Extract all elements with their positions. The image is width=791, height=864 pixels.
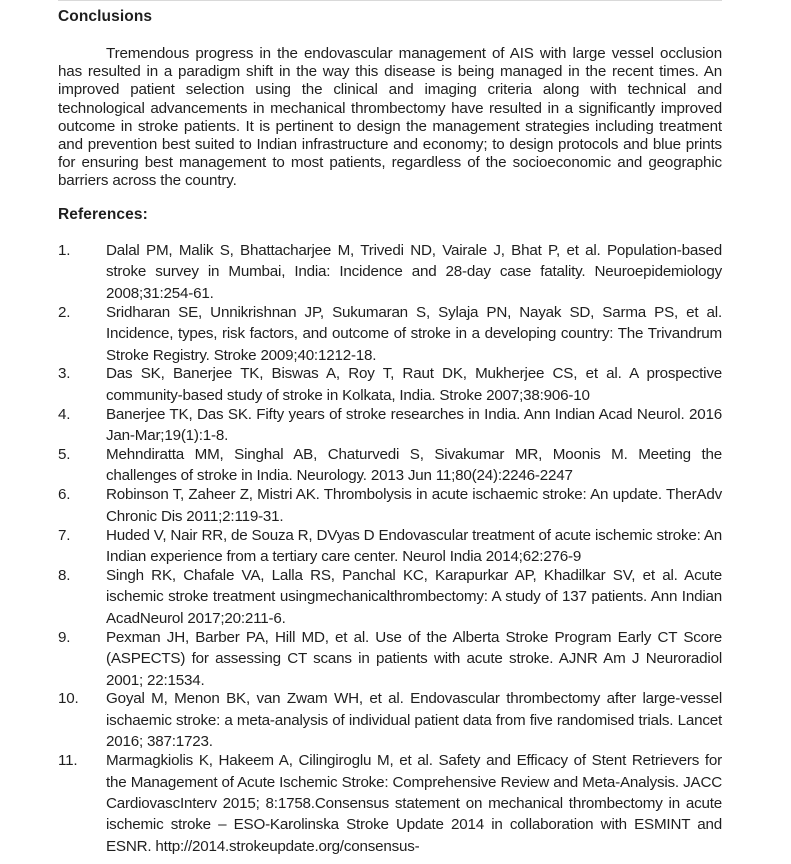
reference-text: Robinson T, Zaheer Z, Mistri AK. Thrombolysis in acute ischaemic stroke: An update. TherAdv Chronic Dis 2011;2:119-31. bbox=[106, 486, 722, 525]
reference-item bbox=[58, 750, 722, 857]
reference-item bbox=[58, 484, 722, 527]
reference-text: Goyal M, Menon BK, van Zwam WH, et al. Endovascular thrombectomy after large-vessel ischaemic stroke: a meta-analysis of individual patient data from five randomised trials. Lancet 2016; 387:1723. bbox=[106, 690, 722, 751]
reference-text: Dalal PM, Malik S, Bhattacharjee M, Trivedi ND, Vairale J, Bhat P, et al. Population-based stroke survey in Mumbai, India: Incidence and 28-day case fatality. Neuroepidemiology 2008;31:254-61. bbox=[106, 242, 722, 302]
reference-text: Huded V, Nair RR, de Souza R, DVyas D Endovascular treatment of acute ischemic stroke: An Indian experience from a tertiary care center. Neurol India 2014;62:276-9 bbox=[106, 526, 722, 566]
reference-text: Banerjee TK, Das SK. Fifty years of stroke researches in India. Ann Indian Acad Neurol. 2016 Jan-Mar;19(1):1-8. bbox=[106, 405, 722, 445]
reference-text: Das SK, Banerjee TK, Biswas A, Roy T, Raut DK, Mukherjee CS, et al. A prospective community-based study of stroke in Kolkata, India. Stroke 2007;38:906-10 bbox=[106, 365, 722, 404]
reference-text: Sridharan SE, Unnikrishnan JP, Sukumaran S, Sylaja PN, Nayak SD, Sarma PS, et al. Incidence, types, risk factors, and outcome of stroke in a developing country: The Trivandrum Stroke Registry. Stroke 2009;40:1212-18. bbox=[106, 303, 722, 364]
reference-number: 7. bbox=[58, 526, 71, 544]
reference-number: 4. bbox=[58, 405, 71, 423]
reference-item bbox=[58, 565, 722, 629]
reference-number: 2. bbox=[58, 303, 71, 321]
conclusions-paragraph: Tremendous progress in the endovascular management of AIS with large vessel occlusion has resulted in a paradigm shift in the way this disease is being managed in the recent times. An improved patient selection using the clinical and imaging criteria along with technical and technological advancements in mechanical thrombectomy have resulted in a significantly improved outcome in stroke patients. It is pertinent to design the management strategies including treatment and prevention best suited to Indian infrastructure and economy; to design protocols and blue prints for ensuring best management to most patients, regardless of the socioeconomic and geographic barriers across the country. bbox=[58, 45, 722, 190]
reference-item bbox=[58, 444, 722, 487]
reference-number: 10. bbox=[58, 690, 79, 708]
reference-number: 8. bbox=[58, 567, 71, 584]
conclusions-heading: Conclusions bbox=[58, 8, 153, 25]
reference-item bbox=[58, 302, 722, 366]
references-heading: References: bbox=[58, 206, 148, 223]
reference-item bbox=[58, 240, 722, 304]
reference-number: 3. bbox=[58, 365, 71, 383]
reference-item bbox=[58, 627, 722, 691]
top-divider bbox=[58, 0, 722, 1]
reference-item bbox=[58, 363, 722, 406]
reference-item bbox=[58, 404, 722, 447]
reference-item bbox=[58, 525, 722, 568]
reference-text: Pexman JH, Barber PA, Hill MD, et al. Use of the Alberta Stroke Program Early CT Score (ASPECTS) for assessing CT scans in patients with acute stroke. AJNR Am J Neuroradiol 2001; 22:1534. bbox=[106, 628, 722, 689]
reference-number: 5. bbox=[58, 446, 71, 464]
reference-number: 11. bbox=[58, 752, 78, 770]
reference-number: 6. bbox=[58, 486, 71, 504]
reference-text: Singh RK, Chafale VA, Lalla RS, Panchal KC, Karapurkar AP, Khadilkar SV, et al. Acute ischemic stroke treatment usingmechanicalthrombectomy: A study of 137 patients. Ann Indian AcadNeurol 2017;20:211-6. bbox=[106, 567, 722, 627]
reference-item bbox=[58, 688, 722, 752]
reference-number: 9. bbox=[58, 628, 71, 646]
reference-text: Mehndiratta MM, Singhal AB, Chaturvedi S, Sivakumar MR, Moonis M. Meeting the challenges of stroke in India. Neurology. 2013 Jun 11;80(24):2246-2247 bbox=[106, 446, 722, 485]
references-list bbox=[58, 240, 722, 855]
reference-text: Marmagkiolis K, Hakeem A, Cilingiroglu M, et al. Safety and Efficacy of Stent Retrievers for the Management of Acute Ischemic Stroke: Comprehensive Review and Meta-Analysis. JACC CardiovascInterv 2015; 8:1758.Consensus statement on mechanical thrombectomy in acute ischemic stroke – ESO-Karolinska Stroke Update 2014 in collaboration with ESMINT and ESNR. http://2014.strokeupdate.org/consensus- bbox=[106, 752, 722, 855]
reference-number: 1. bbox=[58, 242, 71, 259]
